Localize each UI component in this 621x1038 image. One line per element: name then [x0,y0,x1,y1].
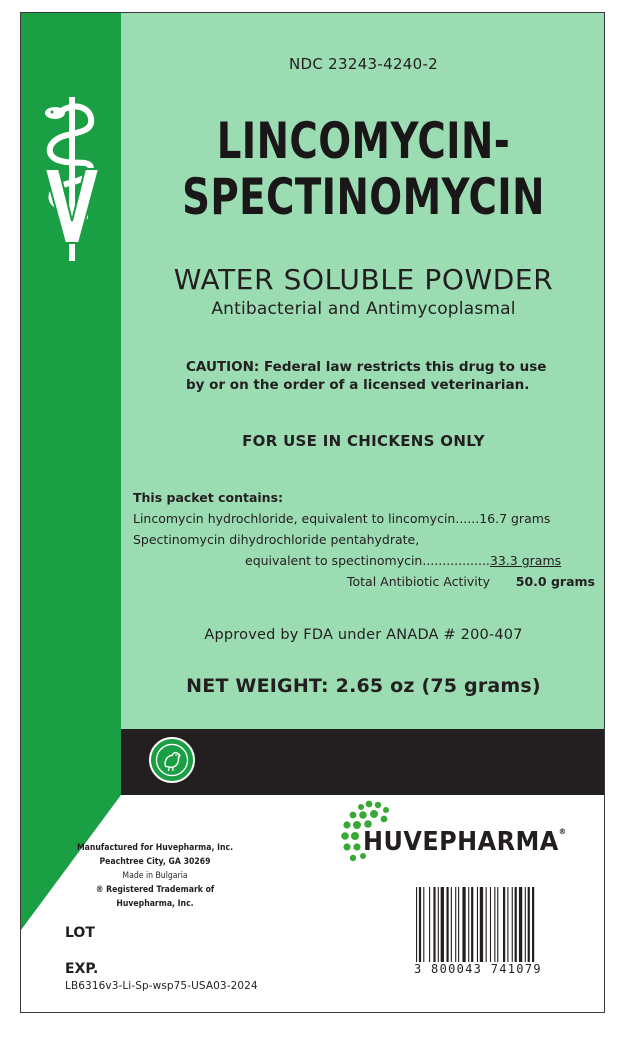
contents-line3-value: 33.3 grams [489,553,562,568]
ndc-number: NDC 23243-4240-2 [288,55,439,73]
product-form: WATER SOLUBLE POWDER [173,263,554,296]
mfr-line1: Manufactured for Huvepharma, Inc. [76,843,234,853]
net-weight: NET WEIGHT: 2.65 oz (75 grams) [186,675,541,697]
use-statement: FOR USE IN CHICKENS ONLY [242,432,485,450]
caution-statement [186,358,566,394]
total-label: Total Antibiotic Activity [347,574,491,589]
contents-line2: Spectinomycin dihydrochloride pentahydrate, [133,532,420,547]
product-label [20,12,605,1013]
fda-approval: Approved by FDA under ANADA # 200-407 [204,627,523,643]
barcode-icon [414,887,576,967]
contents-line3-text: equivalent to spectinomycin................. [245,553,490,568]
barcode-digits: 3 800043 741079 [414,962,576,976]
brand-name [363,827,567,857]
contents-total [133,571,595,592]
brand-text: HUVEPHARMA [363,827,559,857]
product-title-line2: SPECTINOMYCIN [182,168,545,226]
barcode [414,887,576,981]
veterinary-rx-icon [31,93,111,263]
mfr-line3: Made in Bulgaria [122,871,188,881]
contents-block [133,487,595,592]
exp-label: EXP. [65,961,99,977]
caution-line1: Federal law restricts this drug to use [259,359,547,375]
lot-label: LOT [65,925,95,941]
mfr-line2: Peachtree City, GA 30269 [99,857,211,867]
caution-line2: by or on the order of a licensed veterinarian. [186,377,530,393]
contents-header: This packet contains: [133,490,284,505]
brand-mark: ® [558,827,567,836]
contents-line1: Lincomycin hydrochloride, equivalent to lincomycin......16.7 grams [133,511,551,526]
total-value: 50.0 grams [515,574,595,589]
mfr-line4: ® Registered Trademark of Huvepharma, Inc. [95,885,215,909]
caution-label: CAUTION: [186,359,260,375]
chicken-badge-icon [149,737,195,783]
contents-line3 [133,550,583,571]
product-code: LB6316v3-Li-Sp-wsp75-USA03-2024 [65,980,258,992]
product-title-line1: LINCOMYCIN- [216,112,511,170]
manufacturer-info [69,841,241,911]
product-class: Antibacterial and Antimycoplasmal [211,299,516,319]
